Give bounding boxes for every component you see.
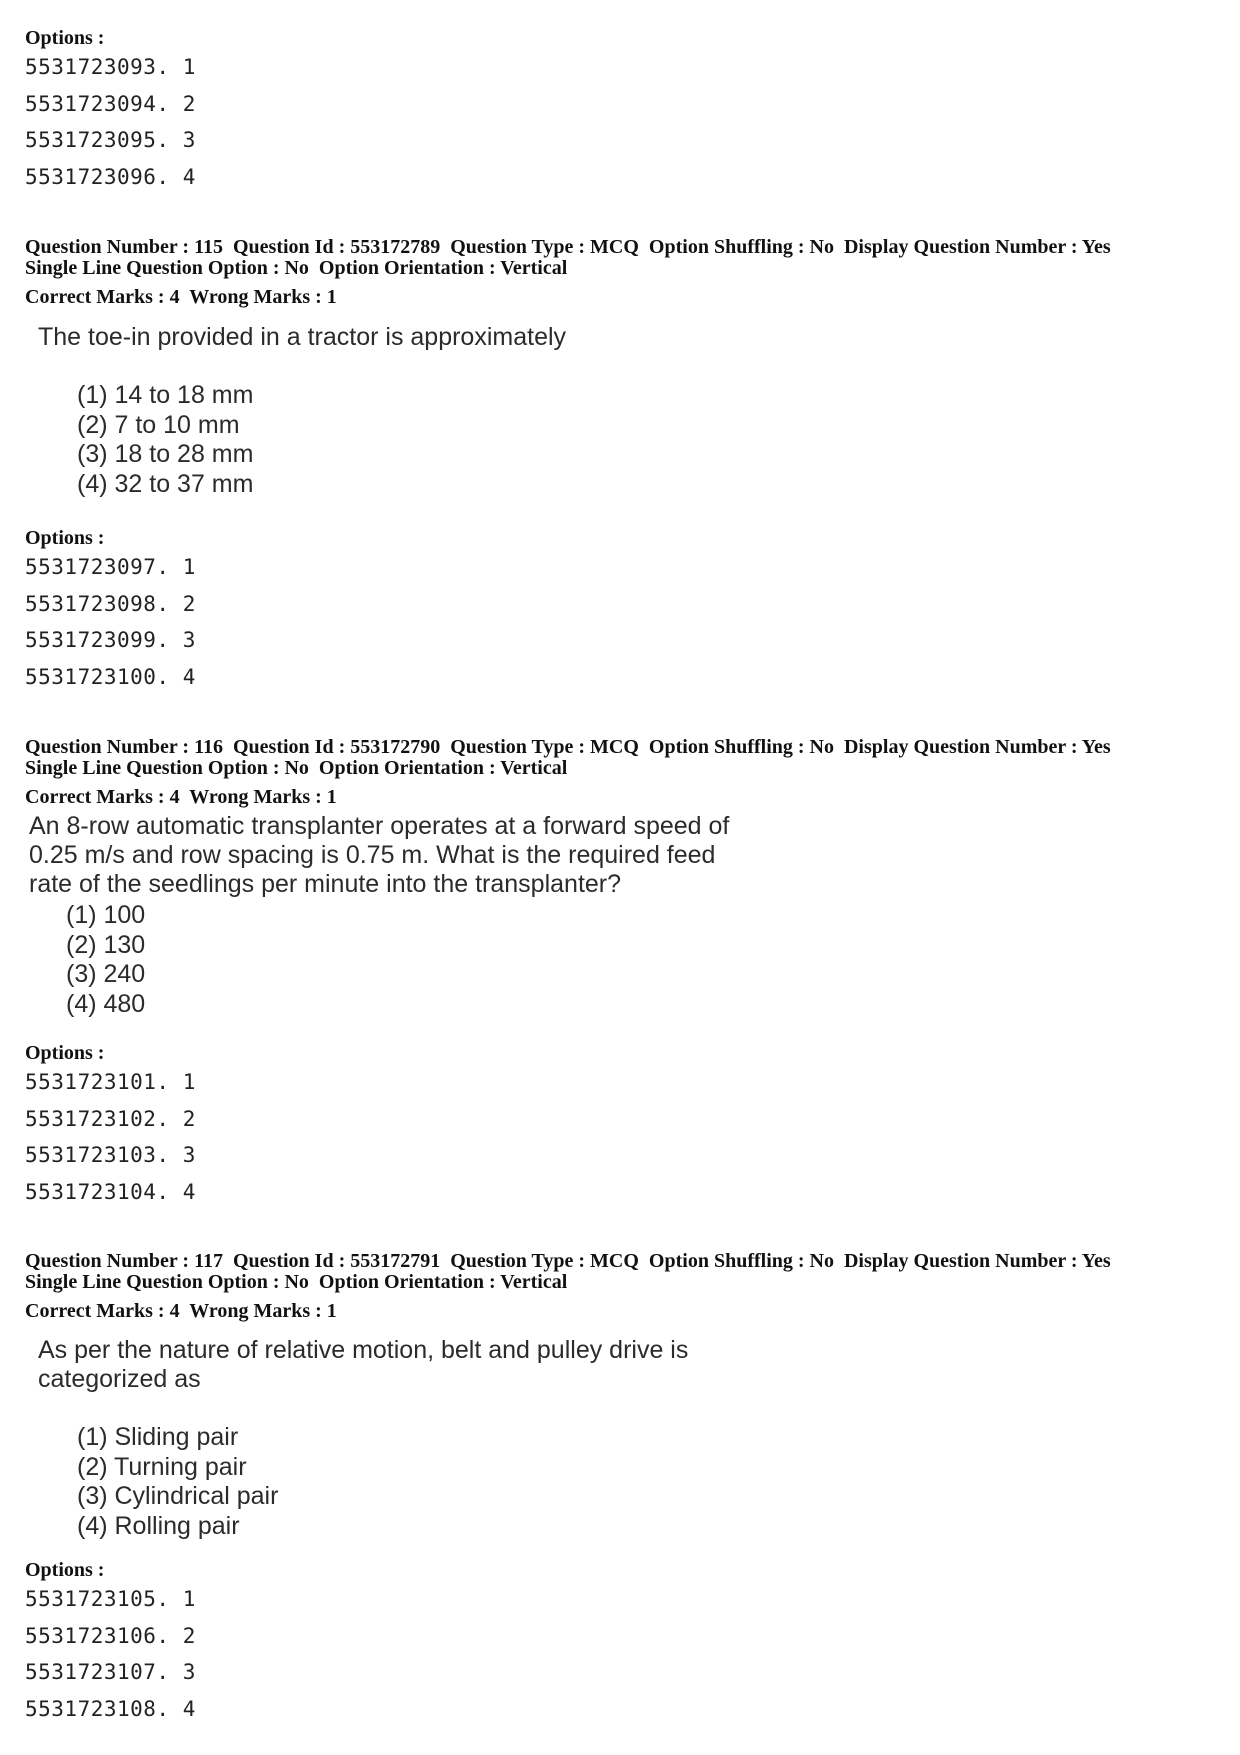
option-id: 5531723104. 4 xyxy=(25,1179,196,1204)
question-stem-line: As per the nature of relative motion, belt and pulley drive is xyxy=(38,1336,689,1364)
question-116-marks: Correct Marks : 4 Wrong Marks : 1 xyxy=(25,786,337,808)
choice-list xyxy=(77,1423,688,1541)
question-115-meta xyxy=(25,237,1111,278)
question-115-marks: Correct Marks : 4 Wrong Marks : 1 xyxy=(25,286,337,308)
choice-4: (4) 480 xyxy=(66,989,146,1018)
choice-1: (1) 14 to 18 mm xyxy=(77,381,254,409)
meta-line-1: Question Number : 115 Question Id : 553172789 Question Type : MCQ Option Shuffling : No Display Question Number : Yes xyxy=(25,236,1111,258)
choice-1: (1) Sliding pair xyxy=(77,1423,239,1451)
choice-3: (3) 240 xyxy=(66,960,146,988)
meta-line-1: Question Number : 117 Question Id : 553172791 Question Type : MCQ Option Shuffling : No Display Question Number : Yes xyxy=(25,1250,1111,1272)
option-id: 5531723106. 2 xyxy=(25,1623,196,1648)
option-id: 5531723107. 3 xyxy=(25,1660,196,1684)
option-id: 5531723102. 2 xyxy=(25,1106,196,1131)
question-stem-line: An 8-row automatic transplanter operates at a forward speed of xyxy=(29,812,730,840)
options-block-previous xyxy=(25,26,196,189)
choice-list xyxy=(77,381,566,499)
choice-2: (2) 130 xyxy=(66,930,146,959)
option-id: 5531723096. 4 xyxy=(25,164,196,189)
meta-line-2: Single Line Question Option : No Option Orientation : Vertical xyxy=(25,1270,568,1293)
option-id: 5531723097. 1 xyxy=(25,555,196,579)
option-id: 5531723103. 3 xyxy=(25,1143,196,1167)
choice-3: (3) Cylindrical pair xyxy=(77,1482,279,1510)
option-id: 5531723108. 4 xyxy=(25,1696,196,1721)
meta-line-2: Single Line Question Option : No Option Orientation : Vertical xyxy=(25,756,568,779)
question-117-marks: Correct Marks : 4 Wrong Marks : 1 xyxy=(25,1300,337,1322)
option-id: 5531723094. 2 xyxy=(25,91,196,116)
choice-2: (2) Turning pair xyxy=(77,1452,247,1481)
question-115-image xyxy=(38,323,566,499)
option-id: 5531723101. 1 xyxy=(25,1070,196,1094)
question-stem-line: rate of the seedlings per minute into the transplanter? xyxy=(29,870,622,898)
meta-line-2: Single Line Question Option : No Option Orientation : Vertical xyxy=(25,256,568,279)
options-label: Options : xyxy=(25,27,105,49)
question-117-image xyxy=(38,1336,688,1541)
option-id: 5531723100. 4 xyxy=(25,664,196,689)
options-label: Options : xyxy=(25,527,105,549)
question-stem: The toe-in provided in a tractor is approximately xyxy=(38,323,567,351)
option-id: 5531723095. 3 xyxy=(25,128,196,152)
choice-2: (2) 7 to 10 mm xyxy=(77,410,240,439)
options-block-117 xyxy=(25,1558,196,1721)
question-116-image xyxy=(29,812,729,1019)
question-117-meta xyxy=(25,1251,1111,1292)
choice-3: (3) 18 to 28 mm xyxy=(77,440,254,468)
option-id: 5531723098. 2 xyxy=(25,591,196,616)
question-stem-line: categorized as xyxy=(38,1365,201,1393)
option-id: 5531723105. 1 xyxy=(25,1587,196,1611)
choice-1: (1) 100 xyxy=(66,901,146,929)
question-116-meta xyxy=(25,737,1111,778)
options-label: Options : xyxy=(25,1042,105,1064)
meta-line-1: Question Number : 116 Question Id : 553172790 Question Type : MCQ Option Shuffling : No Display Question Number : Yes xyxy=(25,736,1111,758)
choice-list xyxy=(66,901,729,1019)
option-id: 5531723099. 3 xyxy=(25,628,196,652)
options-block-116 xyxy=(25,1041,196,1204)
options-label: Options : xyxy=(25,1559,105,1581)
question-stem-line: 0.25 m/s and row spacing is 0.75 m. What is the required feed xyxy=(29,841,716,869)
option-id: 5531723093. 1 xyxy=(25,55,196,79)
options-block-115 xyxy=(25,526,196,689)
choice-4: (4) 32 to 37 mm xyxy=(77,469,254,498)
choice-4: (4) Rolling pair xyxy=(77,1511,240,1540)
